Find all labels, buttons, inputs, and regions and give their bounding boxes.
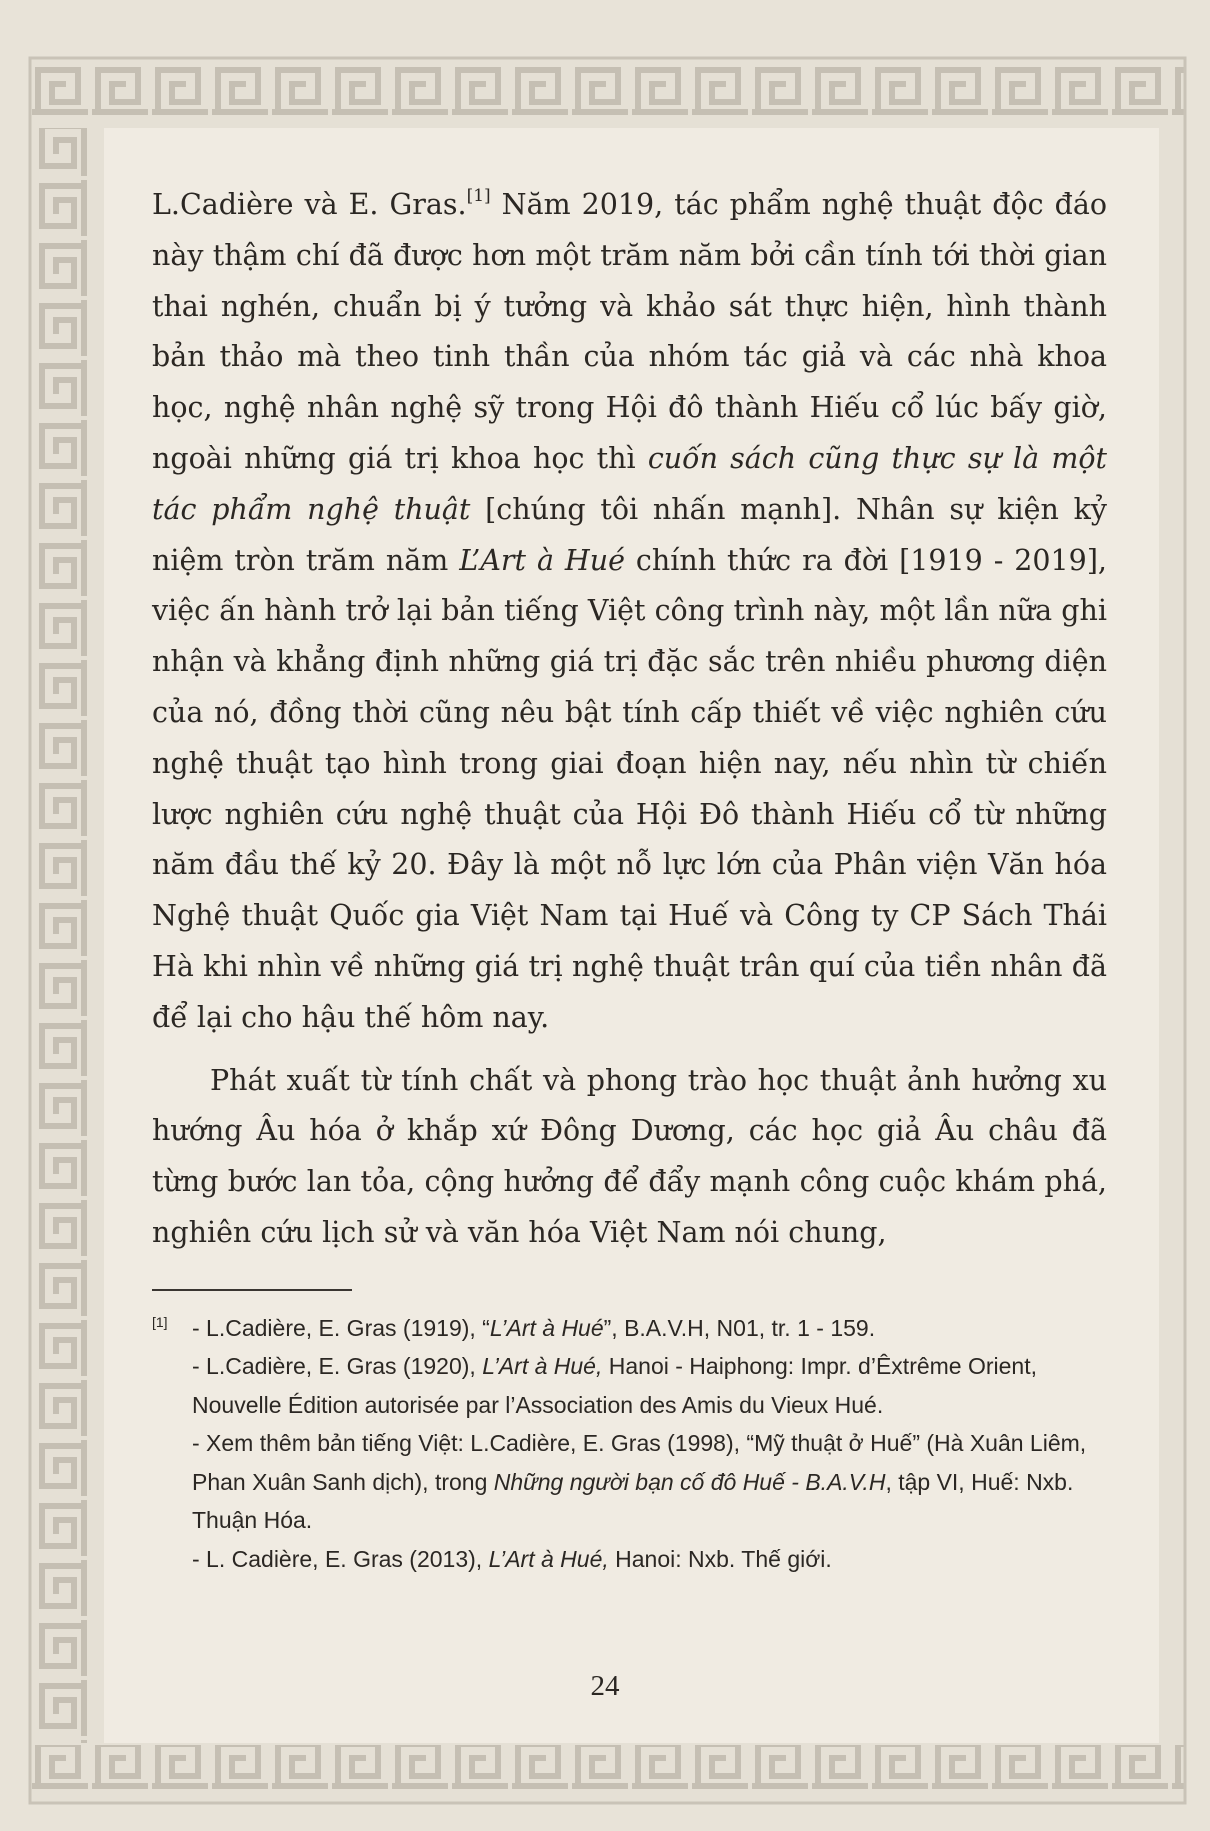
fn3-text-a: - Xem thêm bản tiếng Việt: L.Cadière, E. Gras (1998), “Mỹ thuật ở Huế” (Hà Xuân Liêm, Phan Xuân Sanh dịch), trong: [192, 1430, 1087, 1495]
footnote-4: [152, 1540, 1107, 1579]
p1-text-1: L.Cadière và E. Gras.: [152, 188, 467, 221]
p1-text-3: [chúng tôi nhấn mạnh]. Nhân sự kiện kỷ niệm tròn trăm năm: [152, 492, 1107, 577]
footnote-ref: [1]: [466, 186, 491, 206]
footnote-1: [152, 1309, 1107, 1348]
fn4-text-b: Hanoi: Nxb. Thế giới.: [608, 1545, 832, 1572]
fn2-title: L’Art à Hué,: [482, 1353, 603, 1380]
footnote-mark: [1]: [152, 1313, 168, 1330]
p1-emphasis-2: L’Art à Hué: [459, 543, 625, 577]
p1-text-2: Năm 2019, tác phẩm nghệ thuật độc đáo này thậm chí đã được hơn một trăm năm bởi cần tính tới thời gian thai nghén, chuẩn bị ý tưởng và khảo sát thực hiện, hình thành bản thảo mà theo tinh thần của nhóm tác giả và các nhà khoa học, nghệ nhân nghệ sỹ trong Hội đô thành Hiếu cổ lúc bấy giờ, ngoài những giá trị khoa học thì: [152, 188, 1108, 475]
fn4-title: L’Art à Hué,: [488, 1545, 609, 1572]
fn3-text-b: , tập VI, Huế: Nxb. Thuận Hóa.: [192, 1468, 1074, 1534]
fn2-text-b: Hanoi - Haiphong: Impr. d’Êxtrême Orient, Nouvelle Édition autorisée par l’Association des Amis du Vieux Hué.: [192, 1353, 1038, 1418]
fn3-title: Những người bạn cố đô Huế - B.A.V.H: [493, 1468, 886, 1495]
page-content: [152, 180, 1107, 1578]
footnotes: [152, 1309, 1107, 1579]
p1-emphasis-1: cuốn sách cũng thực sự là một tác phẩm nghệ thuật: [152, 441, 1107, 526]
page-number: 24: [590, 1670, 620, 1702]
fn4-text-a: - L. Cadière, E. Gras (2013),: [192, 1545, 489, 1572]
paragraph-2: Phát xuất từ tính chất và phong trào học thuật ảnh hưởng xu hướng Âu hóa ở khắp xứ Đông Dương, các học giả Âu châu đã từng bước lan tỏa, cộng hưởng để đẩy mạnh công cuộc khám phá, nghiên cứu lịch sử và văn hóa Việt Nam nói chung,: [152, 1063, 1107, 1249]
fn1-text-b: ”, B.A.V.H, N01, tr. 1 - 159.: [603, 1314, 876, 1341]
fn2-text-a: - L.Cadière, E. Gras (1920),: [192, 1353, 483, 1380]
footnote-2: [152, 1347, 1107, 1424]
fn1-text-a: - L.Cadière, E. Gras (1919), “: [192, 1314, 490, 1341]
p1-text-4: chính thức ra đời [1919 - 2019], việc ấn hành trở lại bản tiếng Việt công trình này, một lần nữa ghi nhận và khẳng định những giá trị đặc sắc trên nhiều phương diện của nó, đồng thời cũng nêu bật tính cấp thiết về việc nghiên cứu nghệ thuật tạo hình trong giai đoạn hiện nay, nếu nhìn từ chiến lược nghiên cứu nghệ thuật của Hội Đô thành Hiếu cổ từ những năm đầu thế kỷ 20. Đây là một nỗ lực lớn của Phân viện Văn hóa Nghệ thuật Quốc gia Việt Nam tại Huế và Công ty CP Sách Thái Hà khi nhìn về những giá trị nghệ thuật trân quí của tiền nhân đã để lại cho hậu thế hôm nay.: [152, 543, 1107, 1034]
footnote-separator: [152, 1289, 352, 1291]
paragraph-1: [152, 180, 1107, 1044]
footnote-3: [152, 1424, 1107, 1540]
fn1-title: L’Art à Hué: [489, 1314, 604, 1341]
